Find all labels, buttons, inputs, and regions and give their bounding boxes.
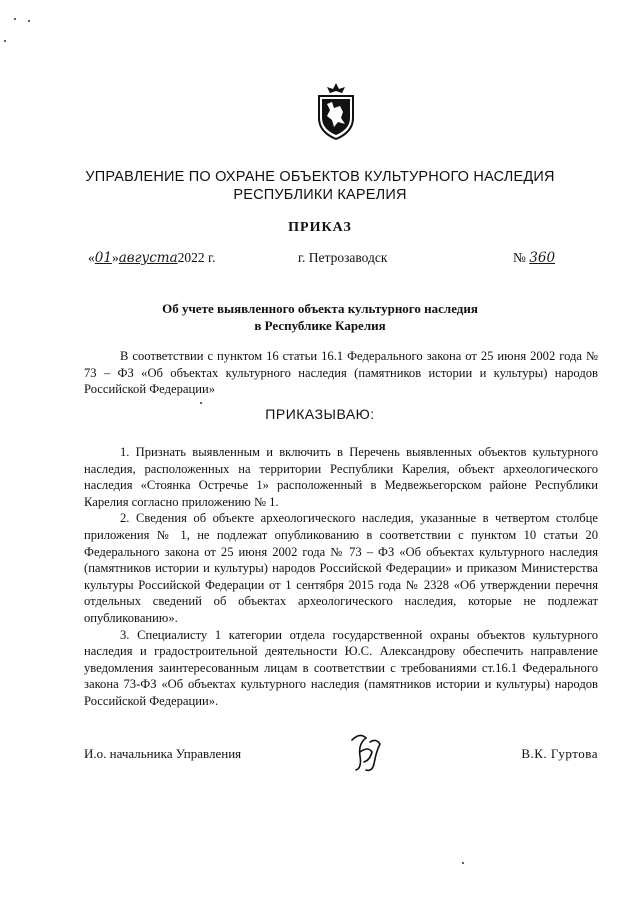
- date-year: 2022 г.: [177, 250, 216, 265]
- agency-line-2: РЕСПУБЛИКИ КАРЕЛИЯ: [233, 187, 407, 203]
- scan-speck: [14, 18, 16, 20]
- order-items: [84, 444, 598, 710]
- scan-speck: [200, 402, 202, 404]
- order-item: 2. Сведения об объекте археологического наследия, указанные в четвертом столбце приложения № 1, не подлежат опубликованию в соответствии с пунктом 10 статьи 20 Федерального закона от 25 июня 2002 года № 73 – ФЗ «Об объектах культурного наследия (памятников истории и культуры) народов Российской Федерации» и приказом Министерства культуры Российской Федерации от 1 сентября 2015 года № 2328 «Об утверждении перечня отдельных сведений об объектах археологического наследия, которые не подлежат опубликованию».: [84, 511, 598, 625]
- scan-speck: [28, 20, 30, 22]
- agency-name: [80, 168, 560, 204]
- order-item: 1. Признать выявленным и включить в Перечень выявленных объектов культурного наследия, расположенных на территории Республики Карелия, объект археологического наследия «Стоянка Остречье 1» расположенный в Медвежьегорском районе Республики Карелия согласно приложению № 1.: [84, 445, 598, 509]
- signatory-title: И.о. начальника Управления: [84, 746, 242, 761]
- date-day: 01: [94, 250, 112, 266]
- agency-line-1: УПРАВЛЕНИЕ ПО ОХРАНЕ ОБЪЕКТОВ КУЛЬТУРНОГО НАСЛЕДИЯ: [85, 169, 555, 185]
- order-city: г. Петрозаводск: [298, 250, 388, 265]
- date-close-quote: »: [111, 250, 119, 265]
- order-number: [513, 250, 555, 266]
- date-open-quote: «: [88, 250, 95, 265]
- subject-line-2: в Республике Карелия: [254, 318, 386, 333]
- order-subject: [100, 300, 540, 334]
- karelia-coat-of-arms-icon: [316, 82, 356, 140]
- order-item: 3. Специалисту 1 категории отдела государственной охраны объектов культурного наследия и градостроительной деятельности Ю.С. Александрову обеспечить направление уведомления заинтересованным лицам в соответствии с требованиями ст.16.1 Федерального закона 73-ФЗ «Об объектах культурного наследия (памятников истории и культуры) народов Российской Федерации».: [84, 627, 598, 708]
- date-month: августа: [118, 250, 178, 266]
- order-number-value: 360: [529, 250, 556, 266]
- preamble-paragraph: [84, 348, 598, 398]
- order-number-prefix: №: [513, 250, 526, 265]
- document-type: ПРИКАЗ: [288, 220, 352, 235]
- signatory-name: В.К. Гуртова: [521, 746, 598, 761]
- scan-speck: [4, 40, 6, 42]
- subject-line-1: Об учете выявленного объекта культурного наследия: [162, 301, 478, 316]
- scan-speck: [462, 862, 464, 864]
- preamble-text: В соответствии с пунктом 16 статьи 16.1 Федерального закона от 25 июня 2002 года № 73 – ФЗ «Об объектах культурного наследия (памятников истории и культуры) народов Российской Федерации»: [84, 349, 598, 397]
- order-date: [88, 250, 215, 266]
- order-word: ПРИКАЗЫВАЮ:: [265, 406, 375, 422]
- handwritten-signature-icon: [346, 730, 386, 774]
